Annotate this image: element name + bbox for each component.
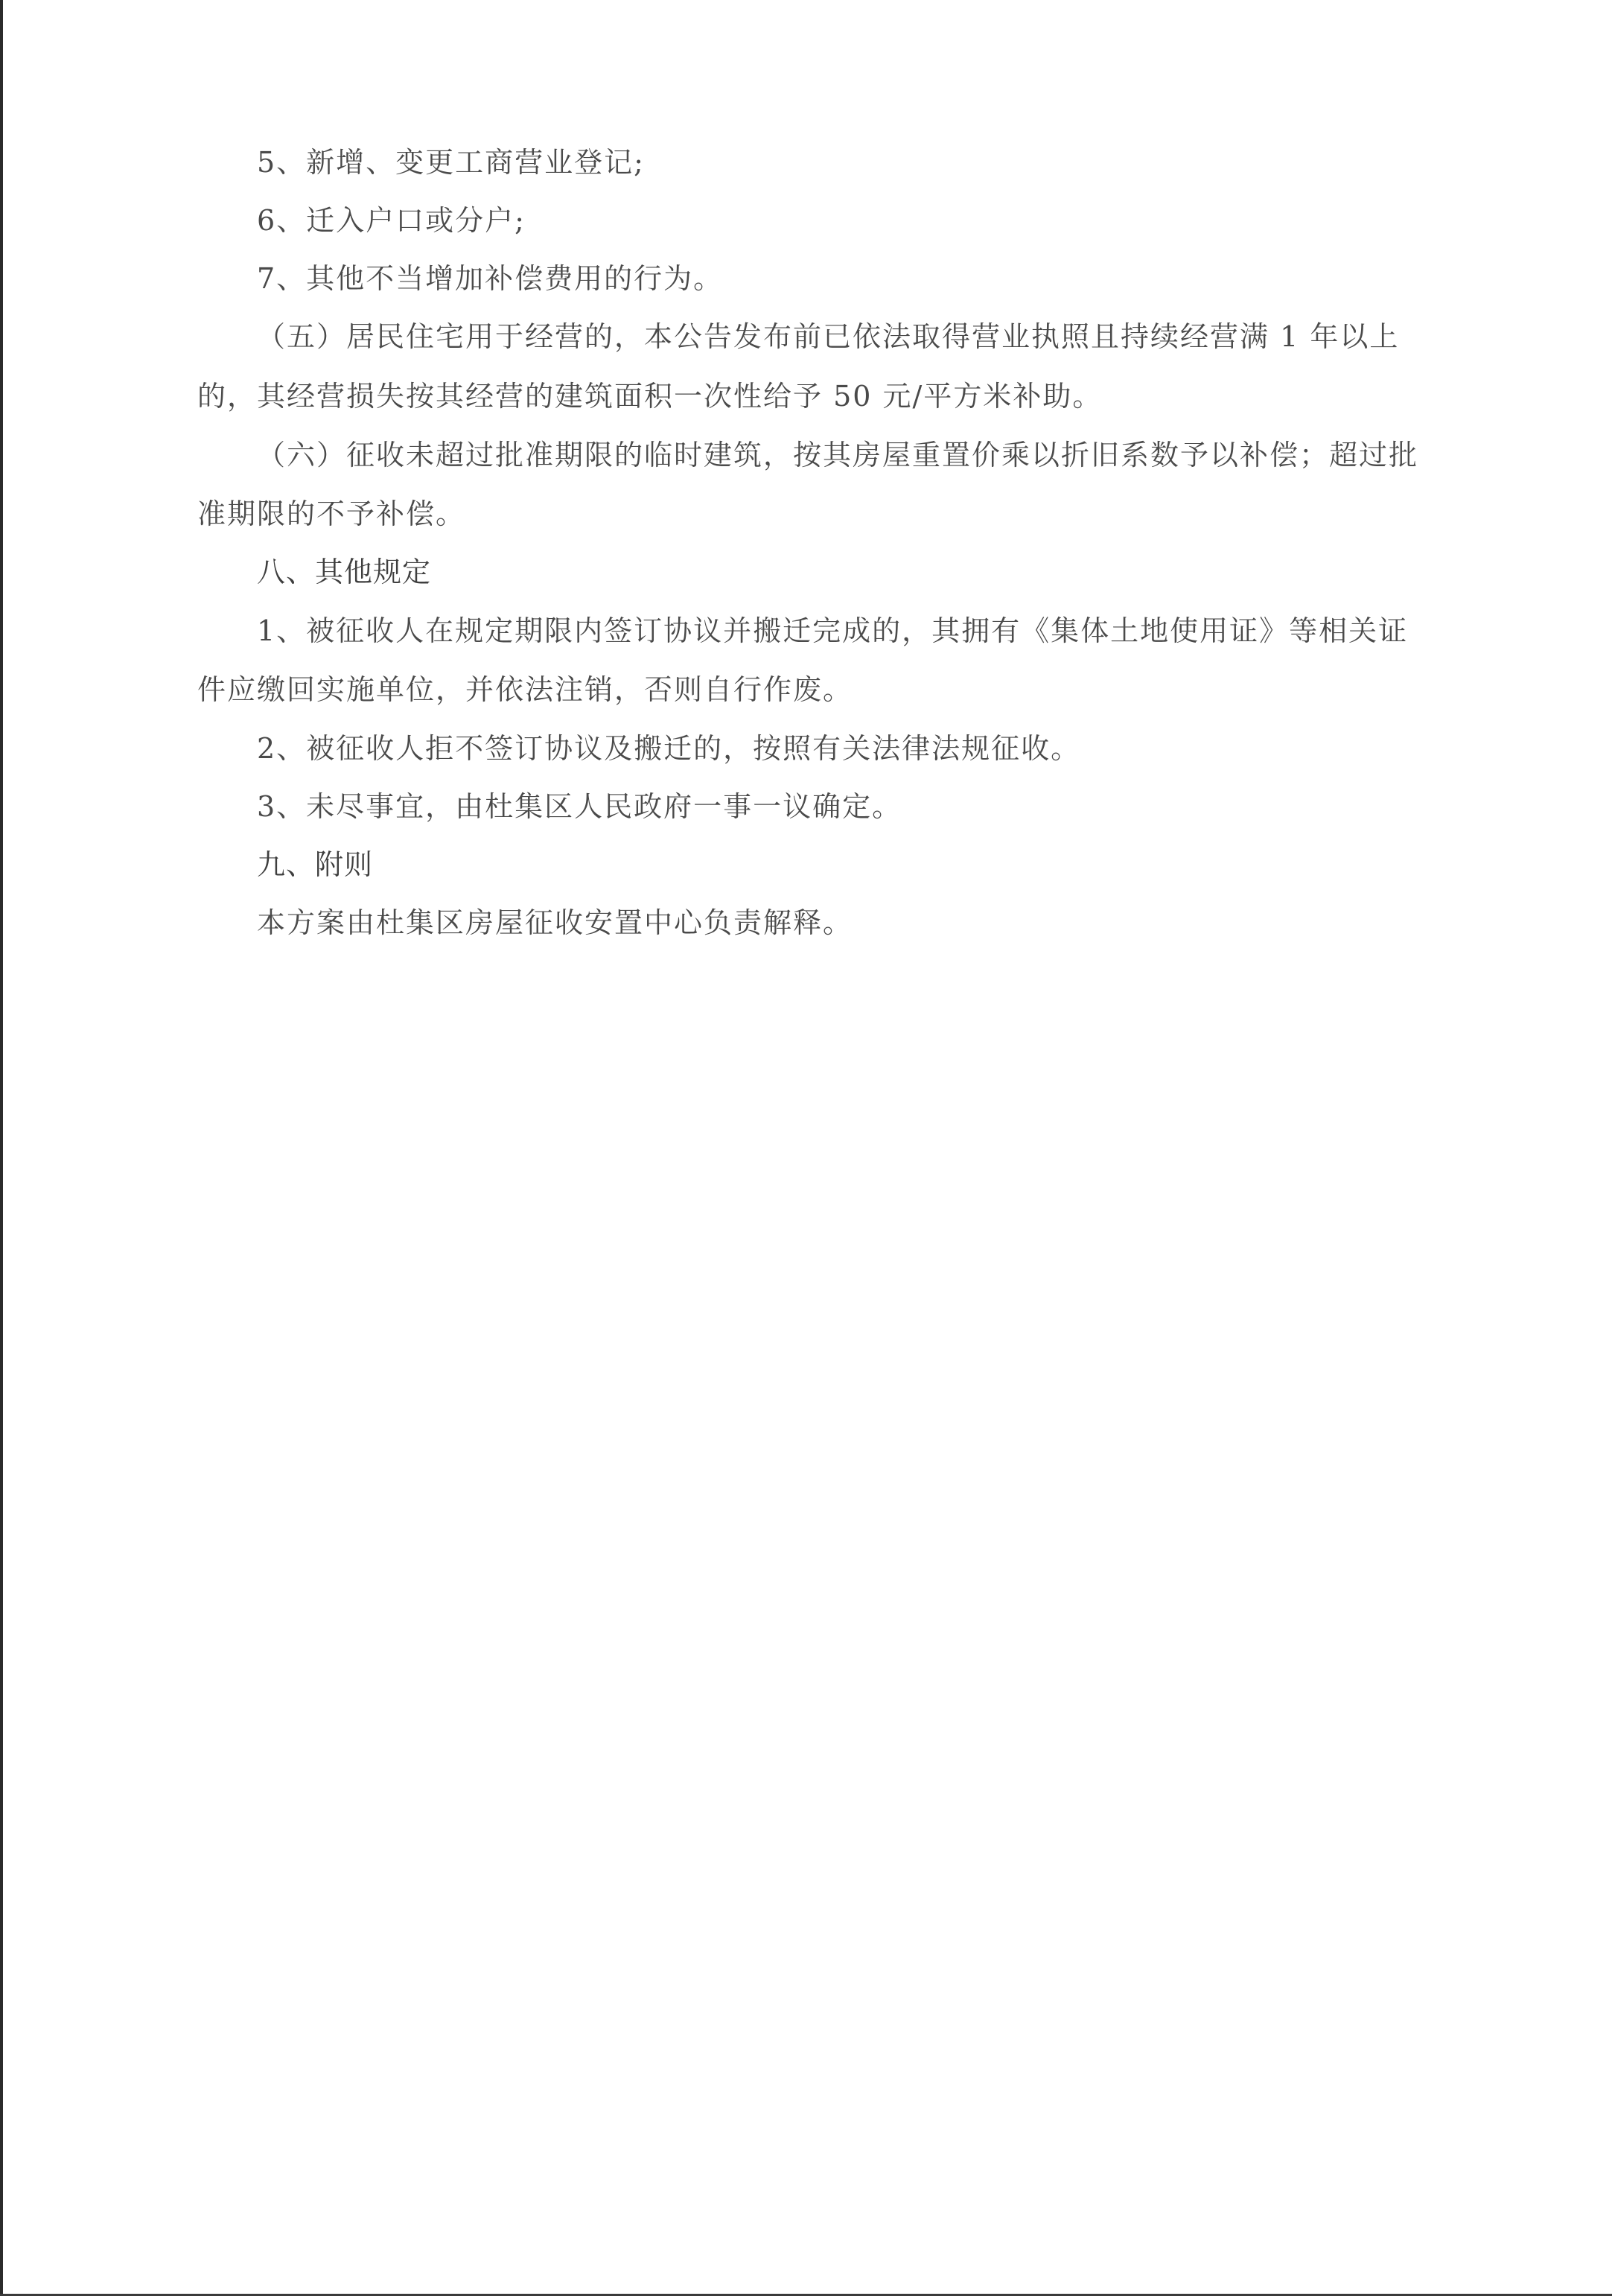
paragraph-5-line-1: （五）居民住宅用于经营的，本公告发布前已依法取得营业执照且持续经营满 1 年以上 — [257, 320, 1400, 353]
item-6: 6、迁入户口或分户; — [257, 204, 526, 237]
section-8-heading: 八、其他规定 — [257, 556, 432, 588]
item-5: 5、新增、变更工商营业登记; — [257, 146, 645, 179]
section-8-item-3: 3、未尽事宜，由杜集区人民政府一事一议确定。 — [257, 790, 902, 823]
section-8-item-2: 2、被征收人拒不签订协议及搬迁的，按照有关法律法规征收。 — [257, 732, 1081, 765]
paragraph-5-line-2: 的，其经营损失按其经营的建筑面积一次性给予 50 元/平方米补助。 — [197, 380, 1103, 413]
paragraph-6-line-1: （六）征收未超过批准期限的临时建筑，按其房屋重置价乘以折旧系数予以补偿；超过批 — [257, 439, 1419, 471]
item-7: 7、其他不当增加补偿费用的行为。 — [257, 262, 724, 295]
paragraph-6-line-2: 准期限的不予补偿。 — [197, 497, 466, 530]
section-8-item-1-line-1: 1、被征收人在规定期限内签订协议并搬迁完成的，其拥有《集体土地使用证》等相关证 — [257, 614, 1409, 647]
section-8-item-1-line-2: 件应缴回实施单位，并依法注销，否则自行作废。 — [197, 673, 853, 706]
section-9-text: 本方案由杜集区房屋征收安置中心负责解释。 — [257, 906, 853, 939]
section-9-heading: 九、附则 — [257, 848, 374, 881]
